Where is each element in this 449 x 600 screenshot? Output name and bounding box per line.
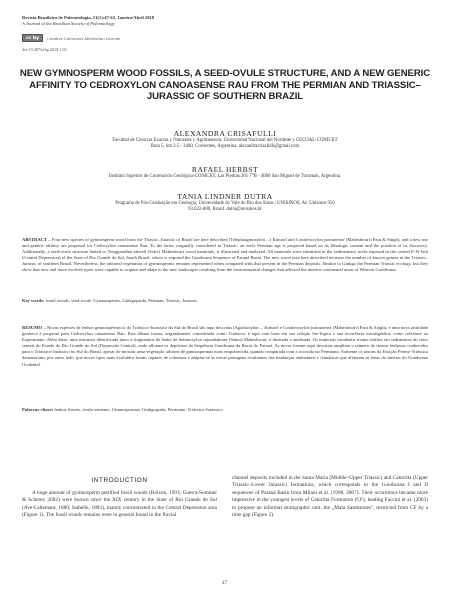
abstract: [22, 237, 428, 274]
journal-header: [22, 15, 322, 27]
author-block-2: [20, 165, 430, 180]
section-heading-introduction: INTRODUCTION: [91, 477, 148, 484]
keywords-label: Key words:: [22, 298, 45, 303]
license-block: [22, 32, 222, 44]
journal-name: Revista Brasileira de Paleontologia, 21(1):47-62, Janeiro/Abril 2018: [22, 15, 155, 20]
author-name: RAFAEL HERBST: [191, 165, 259, 174]
license-text: Creative Commons Attribution License: [47, 35, 121, 41]
author-block-1: [20, 129, 430, 150]
author-affiliation-line2: 93.022-000, Brasil. dutra@unisinos.br: [188, 207, 262, 213]
author-affiliation-line2: Ruta 5, km 2.5 - 3400, Corrientes, Argentina. alexandracrisafulli@gmail.com: [150, 144, 300, 150]
doi-link[interactable]: doi:10.4072/rbp.2018.1.03: [22, 47, 67, 52]
palavras-chave: [22, 407, 428, 412]
body-text-left-column: A huge amount of gymnosperm petrified fossil woods (Bolzon, 1993; Guerra-Sommer & Scherer, 2002) were known since the XIX century in the State of Rio Grande do Sul (Ave-Lallemant, 1880; Isabelle, 1883), mainly concentrated in the Central Depression area (Figure 1). The fossil woods remains were in general found in the fluvial: [22, 490, 217, 519]
keywords: [22, 298, 428, 303]
body-text-right-column: channel deposits included in the Santa Maria (Middle–Upper Triassic) and Caturrita (Upper Triassic–Lower Jurassic) formations, which corresponds to the Gondwana I and II sequences of Paraná Basin from Milani et al. (1998, 2007). Their occurrence became more impressive in the youngest levels of Caturrita Formation (CF), leading Faccini et al. (2003) to propose an informal stratigraphic unit, the „Mata Sandstones", restricted from CF by a time gap (Figure 2).: [232, 475, 428, 519]
palavras-chave-label: Palavras-chave:: [22, 407, 54, 412]
article-title: NEW GYMNOSPERM WOOD FOSSILS, A SEED-OVULE STRUCTURE, AND A NEW GENERIC AFFINITY TO CEDROXYLON CANOASENSE RAU FROM THE PERMIAN AND TRIASSIC–JURASSIC OF SOUTHERN BRAZIL: [19, 68, 431, 102]
resumo-label: RESUMO –: [22, 325, 46, 330]
abstract-text: Four new species of gymnosperm wood from the Triassic–Jurassic of Brazil are here described (Telephragmoxylon ...) Kräusel and Coniferoxylon juncunense (Maheshwari) Pant & Singh), and a new use and generic affinity are proposed for Cedroxylon canoasense Rau. To the latter, originally considered as Triassic, an early Permian age is proposed based on its lithologic content and the position of its discovery. Additionally, a seed-ovule structure linked to Noeggerathia saheeli (Salvi) Maheshwari wood materials, is illustrated and analyzed. All materials were identified in the sedimentary rocks exposed in the central E-W belt (Central Depression) of the State of Rio Grande do Sul, South Brazil, where is exposed the Gondwana Sequence of Paraná Basin. The new wood taxa here described increase the number of known genera in the Triassic–Jurassic of southern Brazil. Nevertheless, the arboreal vegetation of gymnosperms remains represented when compared with that present in the Permian deposits. Similar to Ginkgo the Permian Triassic ecology, but they show that new and more evolved types were capable to acquire and adapt to the new landscapes resulting from the environmental changes that affected the interior continental areas of Western Gondwana.: [22, 237, 428, 273]
resumo: [22, 325, 428, 368]
author-affiliation: Programa de Pós-Graduação em Geologia, Universidade do Vale do Rio dos Sinos / UNISINOS, Av. Unisinos 950: [115, 201, 335, 206]
cc-badge-label: cc by: [25, 35, 40, 41]
abstract-label: ABSTRACT –: [22, 237, 51, 242]
author-name: ALEXANDRA CRISAFULLI: [173, 129, 277, 138]
page-number: 47: [222, 581, 227, 586]
author-affiliation: Facultad de Ciencias Exactas y Naturales y Agrimensura, Universidad Nacional del Nordeste y CECOAL-CONICET: [112, 138, 338, 143]
author-affiliation: Instituto Superior de Correlación Geológica-CONICET, Las Piedras 201 7°B - 4000 San Miguel de Tucumán, Argentina.: [108, 174, 342, 179]
journal-subtitle: A Journal of the Brazilian Society of Paleontology: [22, 21, 115, 26]
cc-license-icon[interactable]: [22, 34, 43, 42]
resumo-text: Novas espécies de lenhos gimnospérmicos do Triássico-Jurássico do Sul do Brasil são aqui descritas (Agathoxylon ... Kräusel e Coniferoxylon juncunense (Maheshwari) Pant & Singh), e uma nova afinidade genérica é proposta para Cedroxylon canoasense Rau. Esta última forma, originalmente considerada como Triássica, é aqui com base em sua relação lito-lógica e sua ocorrência estratigráfica, como referente ao Eopermiano. Além disto, uma estrutura identificada junto a fragmentos de lenho de Sahnioxylon rajmahalense (Sahni) Maheshwari, é ilustrada e analisada. Os materiais estudados foram obtidos em sedimentos do setor central do Estado do Rio Grande do Sul (Depressão Central), onde afloram os depósitos da Sequência Gondwana da Bacia do Paraná. As novas formas aqui descritas ampliam o número de táxons lenhosos conhecidos para o Triássico-Jurássico no Sul do Brasil, apesar de mostrar uma vegetação arbórea de gimnospermas mais empobrecida, quando comparada com a ocorrida no Permiano. Somente os táxons da Estação Permo-Triássica demonstram, por outro lado, que novos tipos mais evoluídos foram capazes de colonizar e adaptar-se às novas paisagens resultantes das mudanças ambientais e climáticas que afetaram as áreas do interior do Gondwana Ocidental.: [22, 325, 428, 367]
author-name: TANIA LINDNER DUTRA: [177, 192, 273, 201]
author-block-3: [20, 192, 430, 213]
keywords-text: fossil woods, seed-ovule, Gymnosperms, Ginkgopsida, Permian, Triassic, Jurassic.: [45, 298, 199, 303]
palavras-chave-text: lenhos fósseis, óvulo-semente, Gimnospermas, Ginkgopsida, Permiano, Triássico-Jurássico.: [54, 407, 224, 412]
